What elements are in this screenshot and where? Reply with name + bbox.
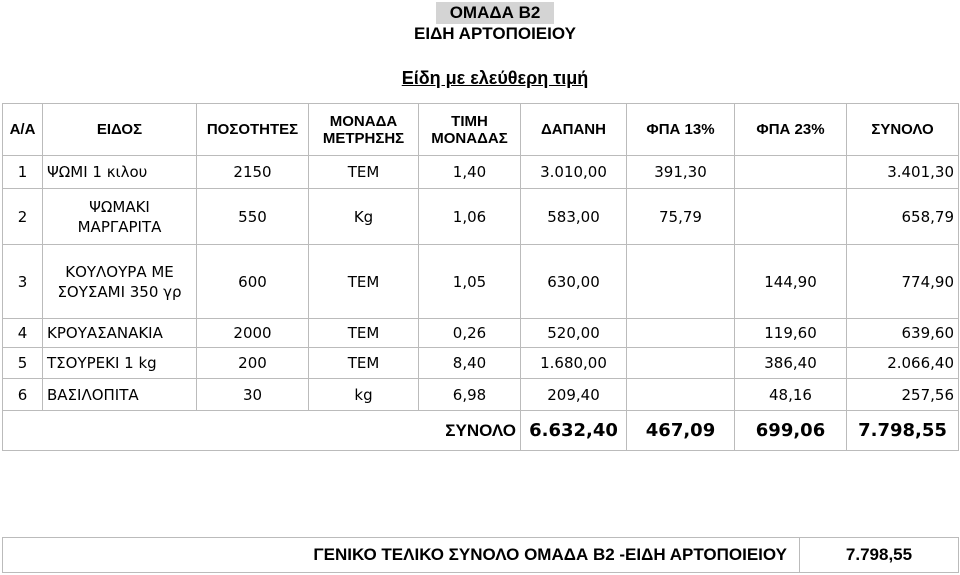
grand-total-value: 7.798,55	[800, 538, 959, 573]
unit-price: 0,26	[419, 319, 521, 348]
vat-13: 391,30	[627, 156, 735, 189]
table-row	[3, 319, 959, 348]
unit: ΤΕΜ	[309, 348, 419, 379]
row-total: 658,79	[847, 189, 959, 245]
col-aa: Α/Α	[3, 104, 43, 156]
item-name: ΒΑΣΙΛΟΠΙΤΑ	[43, 379, 197, 411]
group-title: ΟΜΑΔΑ Β2	[436, 2, 554, 24]
totals-cost: 6.632,40	[521, 411, 627, 451]
totals-row	[3, 411, 959, 451]
item-name: ΤΣΟΥΡΕΚΙ 1 kg	[43, 348, 197, 379]
vat-13: 75,79	[627, 189, 735, 245]
totals-label: ΣΥΝΟΛΟ	[419, 411, 521, 451]
table-row	[3, 379, 959, 411]
col-total: ΣΥΝΟΛΟ	[847, 104, 959, 156]
unit: ΤΕΜ	[309, 245, 419, 319]
unit-price: 6,98	[419, 379, 521, 411]
totals-vat13: 467,09	[627, 411, 735, 451]
unit: Kg	[309, 189, 419, 245]
row-total: 3.401,30	[847, 156, 959, 189]
table-row	[3, 189, 959, 245]
cost: 520,00	[521, 319, 627, 348]
row-number: 1	[3, 156, 43, 189]
col-unit: ΜΟΝΑΔΑ ΜΕΤΡΗΣΗΣ	[309, 104, 419, 156]
quantity: 30	[197, 379, 309, 411]
vat-23	[735, 156, 847, 189]
row-number: 4	[3, 319, 43, 348]
cost: 3.010,00	[521, 156, 627, 189]
row-number: 6	[3, 379, 43, 411]
col-price: ΤΙΜΗ ΜΟΝΑΔΑΣ	[419, 104, 521, 156]
col-vat13: ΦΠΑ 13%	[627, 104, 735, 156]
unit-price: 1,05	[419, 245, 521, 319]
col-vat23: ΦΠΑ 23%	[735, 104, 847, 156]
quantity: 2150	[197, 156, 309, 189]
row-number: 5	[3, 348, 43, 379]
vat-13	[627, 319, 735, 348]
vat-23: 144,90	[735, 245, 847, 319]
vat-23: 386,40	[735, 348, 847, 379]
unit-price: 1,06	[419, 189, 521, 245]
item-name: ΚΡΟΥΑΣΑΝΑΚΙΑ	[43, 319, 197, 348]
table-row	[3, 245, 959, 319]
vat-13	[627, 379, 735, 411]
item-name: ΚΟΥΛΟΥΡΑ ΜΕ ΣΟΥΣΑΜΙ 350 γρ	[43, 245, 197, 319]
unit-price: 1,40	[419, 156, 521, 189]
vat-13	[627, 245, 735, 319]
cost: 583,00	[521, 189, 627, 245]
unit: kg	[309, 379, 419, 411]
table-row	[3, 156, 959, 189]
totals-vat23: 699,06	[735, 411, 847, 451]
quantity: 2000	[197, 319, 309, 348]
unit: ΤΕΜ	[309, 156, 419, 189]
row-number: 3	[3, 245, 43, 319]
unit-price: 8,40	[419, 348, 521, 379]
items-table	[2, 103, 959, 451]
grand-total-table	[2, 537, 959, 573]
totals-total: 7.798,55	[847, 411, 959, 451]
item-name: ΨΩΜΑΚΙ ΜΑΡΓΑΡΙΤΑ	[43, 189, 197, 245]
col-qty: ΠΟΣΟΤΗΤΕΣ	[197, 104, 309, 156]
cost: 209,40	[521, 379, 627, 411]
col-cost: ΔΑΠΑΝΗ	[521, 104, 627, 156]
row-total: 2.066,40	[847, 348, 959, 379]
vat-23: 119,60	[735, 319, 847, 348]
grand-total-label: ΓΕΝΙΚΟ ΤΕΛΙΚΟ ΣΥΝΟΛΟ ΟΜΑΔΑ Β2 -ΕΙΔΗ ΑΡΤΟΠΟΙΕΙΟΥ	[3, 538, 800, 573]
header-row	[3, 104, 959, 156]
section-subtitle: Είδη με ελεύθερη τιμή	[401, 68, 589, 88]
cost: 630,00	[521, 245, 627, 319]
category-title: ΕΙΔΗ ΑΡΤΟΠΟΙΕΙΟΥ	[414, 24, 576, 43]
item-name: ΨΩΜΙ 1 κιλου	[43, 156, 197, 189]
vat-13	[627, 348, 735, 379]
unit: ΤΕΜ	[309, 319, 419, 348]
quantity: 200	[197, 348, 309, 379]
row-total: 257,56	[847, 379, 959, 411]
vat-23: 48,16	[735, 379, 847, 411]
vat-23	[735, 189, 847, 245]
quantity: 600	[197, 245, 309, 319]
table-row	[3, 348, 959, 379]
quantity: 550	[197, 189, 309, 245]
row-number: 2	[3, 189, 43, 245]
row-total: 774,90	[847, 245, 959, 319]
row-total: 639,60	[847, 319, 959, 348]
cost: 1.680,00	[521, 348, 627, 379]
col-item: ΕΙΔΟΣ	[43, 104, 197, 156]
